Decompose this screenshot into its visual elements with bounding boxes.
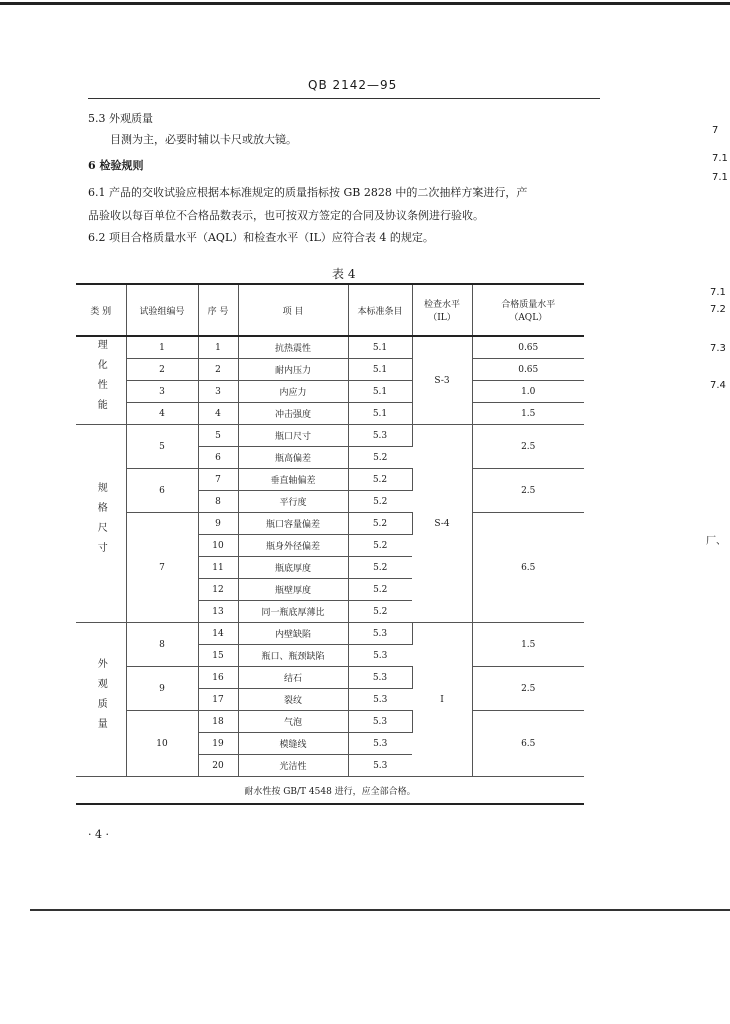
scan-top-border xyxy=(0,2,730,5)
il-cell: I xyxy=(412,623,472,777)
seq-cell: 10 xyxy=(198,535,238,557)
seq-cell: 20 xyxy=(198,755,238,777)
item-cell: 光洁性 xyxy=(238,755,348,777)
aql-cell: 1.5 xyxy=(472,403,584,425)
il-cell: S-3 xyxy=(412,336,472,425)
seq-cell: 14 xyxy=(198,623,238,645)
clause-cell: 5.1 xyxy=(348,403,412,425)
header-rule xyxy=(88,98,600,99)
margin-note: 7.1 xyxy=(712,153,728,164)
clause-cell: 5.3 xyxy=(348,733,412,755)
table-row xyxy=(76,711,584,733)
category-cell xyxy=(76,336,126,425)
item-cell: 瓶口容量偏差 xyxy=(238,513,348,535)
group-cell: 8 xyxy=(126,623,198,667)
clause-cell: 5.3 xyxy=(348,623,412,645)
margin-note: 7.1 xyxy=(712,172,728,183)
item-cell: 平行度 xyxy=(238,491,348,513)
aql-cell: 0.65 xyxy=(472,359,584,381)
seq-cell: 12 xyxy=(198,579,238,601)
seq-cell: 13 xyxy=(198,601,238,623)
table-row xyxy=(76,336,584,359)
margin-note: 7 xyxy=(712,125,719,136)
clause-cell: 5.2 xyxy=(348,557,412,579)
item-cell: 瓶壁厚度 xyxy=(238,579,348,601)
table-row xyxy=(76,425,584,447)
group-cell: 7 xyxy=(126,513,198,623)
seq-cell: 6 xyxy=(198,447,238,469)
clause-cell: 5.1 xyxy=(348,359,412,381)
clause-cell: 5.3 xyxy=(348,425,412,447)
group-cell: 4 xyxy=(126,403,198,425)
aql-cell: 1.5 xyxy=(472,623,584,667)
col-header-seq: 序 号 xyxy=(198,284,238,336)
seq-cell: 16 xyxy=(198,667,238,689)
item-cell: 模缝线 xyxy=(238,733,348,755)
clause-cell: 5.3 xyxy=(348,689,412,711)
table-row xyxy=(76,513,584,535)
group-cell: 5 xyxy=(126,425,198,469)
table-row xyxy=(76,667,584,689)
category-label: 理化性能 xyxy=(95,339,107,419)
table-row xyxy=(76,469,584,491)
group-cell: 6 xyxy=(126,469,198,513)
table-footnote-row xyxy=(76,777,584,805)
page-number: · 4 · xyxy=(88,828,109,841)
aql-cell: 6.5 xyxy=(472,513,584,623)
table-row xyxy=(76,359,584,381)
seq-cell: 11 xyxy=(198,557,238,579)
item-cell: 瓶口尺寸 xyxy=(238,425,348,447)
standard-header: QB 2142—95 xyxy=(308,78,398,92)
margin-note: 7.3 xyxy=(710,343,726,354)
il-header-label: 检查水平 xyxy=(423,300,460,310)
table-caption: 表 4 xyxy=(332,267,356,281)
item-cell: 抗热震性 xyxy=(238,336,348,359)
inspection-table xyxy=(76,283,584,805)
clause-cell: 5.2 xyxy=(348,601,412,623)
clause-cell: 5.2 xyxy=(348,491,412,513)
table-header-row xyxy=(76,284,584,336)
item-cell: 内壁缺陷 xyxy=(238,623,348,645)
seq-cell: 19 xyxy=(198,733,238,755)
table-row xyxy=(76,623,584,645)
item-cell: 瓶口、瓶颈缺陷 xyxy=(238,645,348,667)
clause-cell: 5.2 xyxy=(348,579,412,601)
seq-cell: 17 xyxy=(198,689,238,711)
clause-cell: 5.3 xyxy=(348,667,412,689)
group-cell: 9 xyxy=(126,667,198,711)
clause-cell: 5.3 xyxy=(348,711,412,733)
table-footnote: 耐水性按 GB/T 4548 进行，应全部合格。 xyxy=(76,777,584,805)
item-cell: 耐内压力 xyxy=(238,359,348,381)
col-header-item: 项 目 xyxy=(238,284,348,336)
il-header-abbr: （IL） xyxy=(428,313,456,323)
clause-cell: 5.3 xyxy=(348,645,412,667)
il-cell: S-4 xyxy=(412,425,472,623)
clause-cell: 5.1 xyxy=(348,381,412,403)
col-header-il xyxy=(412,284,472,336)
clause-cell: 5.2 xyxy=(348,447,412,469)
aql-cell: 0.65 xyxy=(472,336,584,359)
group-cell: 10 xyxy=(126,711,198,777)
seq-cell: 9 xyxy=(198,513,238,535)
scan-bottom-border xyxy=(30,909,730,911)
section-6-2-text: 6.2 项目合格质量水平（AQL）和检查水平（IL）应符合表 4 的规定。 xyxy=(88,231,434,244)
group-cell: 2 xyxy=(126,359,198,381)
margin-note: 7.1 xyxy=(710,287,726,298)
section-6-heading: 6 检验规则 xyxy=(88,159,144,172)
seq-cell: 5 xyxy=(198,425,238,447)
seq-cell: 18 xyxy=(198,711,238,733)
col-header-category: 类 别 xyxy=(76,284,126,336)
col-header-aql xyxy=(472,284,584,336)
clause-cell: 5.2 xyxy=(348,535,412,557)
clause-cell: 5.2 xyxy=(348,469,412,491)
item-cell: 瓶身外径偏差 xyxy=(238,535,348,557)
seq-cell: 3 xyxy=(198,381,238,403)
aql-cell: 2.5 xyxy=(472,469,584,513)
clause-cell: 5.1 xyxy=(348,336,412,359)
item-cell: 瓶底厚度 xyxy=(238,557,348,579)
seq-cell: 4 xyxy=(198,403,238,425)
item-cell: 垂直轴偏差 xyxy=(238,469,348,491)
seq-cell: 1 xyxy=(198,336,238,359)
category-label: 外观质量 xyxy=(95,658,107,738)
category-cell xyxy=(76,425,126,623)
group-cell: 1 xyxy=(126,336,198,359)
category-cell xyxy=(76,623,126,777)
item-cell: 结石 xyxy=(238,667,348,689)
table-row xyxy=(76,403,584,425)
item-cell: 瓶高偏差 xyxy=(238,447,348,469)
col-header-group: 试验组编号 xyxy=(126,284,198,336)
seq-cell: 15 xyxy=(198,645,238,667)
seq-cell: 7 xyxy=(198,469,238,491)
margin-note: 厂、 xyxy=(706,536,726,547)
item-cell: 冲击强度 xyxy=(238,403,348,425)
aql-cell: 2.5 xyxy=(472,425,584,469)
clause-cell: 5.2 xyxy=(348,513,412,535)
item-cell: 裂纹 xyxy=(238,689,348,711)
col-header-clause: 本标准条目 xyxy=(348,284,412,336)
item-cell: 内应力 xyxy=(238,381,348,403)
aql-header-abbr: （AQL） xyxy=(509,313,548,323)
group-cell: 3 xyxy=(126,381,198,403)
item-cell: 同一瓶底厚薄比 xyxy=(238,601,348,623)
clause-cell: 5.3 xyxy=(348,755,412,777)
seq-cell: 8 xyxy=(198,491,238,513)
section-6-1-line2: 品验收以每百单位不合格品数表示，也可按双方签定的合同及协议条例进行验收。 xyxy=(88,209,484,222)
margin-note: 7.2 xyxy=(710,304,726,315)
seq-cell: 2 xyxy=(198,359,238,381)
aql-header-label: 合格质量水平 xyxy=(501,300,556,310)
category-label: 规格尺寸 xyxy=(95,482,107,562)
section-6-1-line1: 6.1 产品的交收试验应根据本标准规定的质量指标按 GB 2828 中的二次抽样方案进行，产 xyxy=(88,186,528,199)
table-row xyxy=(76,381,584,403)
margin-note: 7.4 xyxy=(710,380,726,391)
aql-cell: 1.0 xyxy=(472,381,584,403)
section-5-3-heading: 5.3 外观质量 xyxy=(88,112,153,125)
section-5-3-text: 目测为主，必要时辅以卡尺或放大镜。 xyxy=(110,133,297,146)
item-cell: 气泡 xyxy=(238,711,348,733)
aql-cell: 6.5 xyxy=(472,711,584,777)
aql-cell: 2.5 xyxy=(472,667,584,711)
